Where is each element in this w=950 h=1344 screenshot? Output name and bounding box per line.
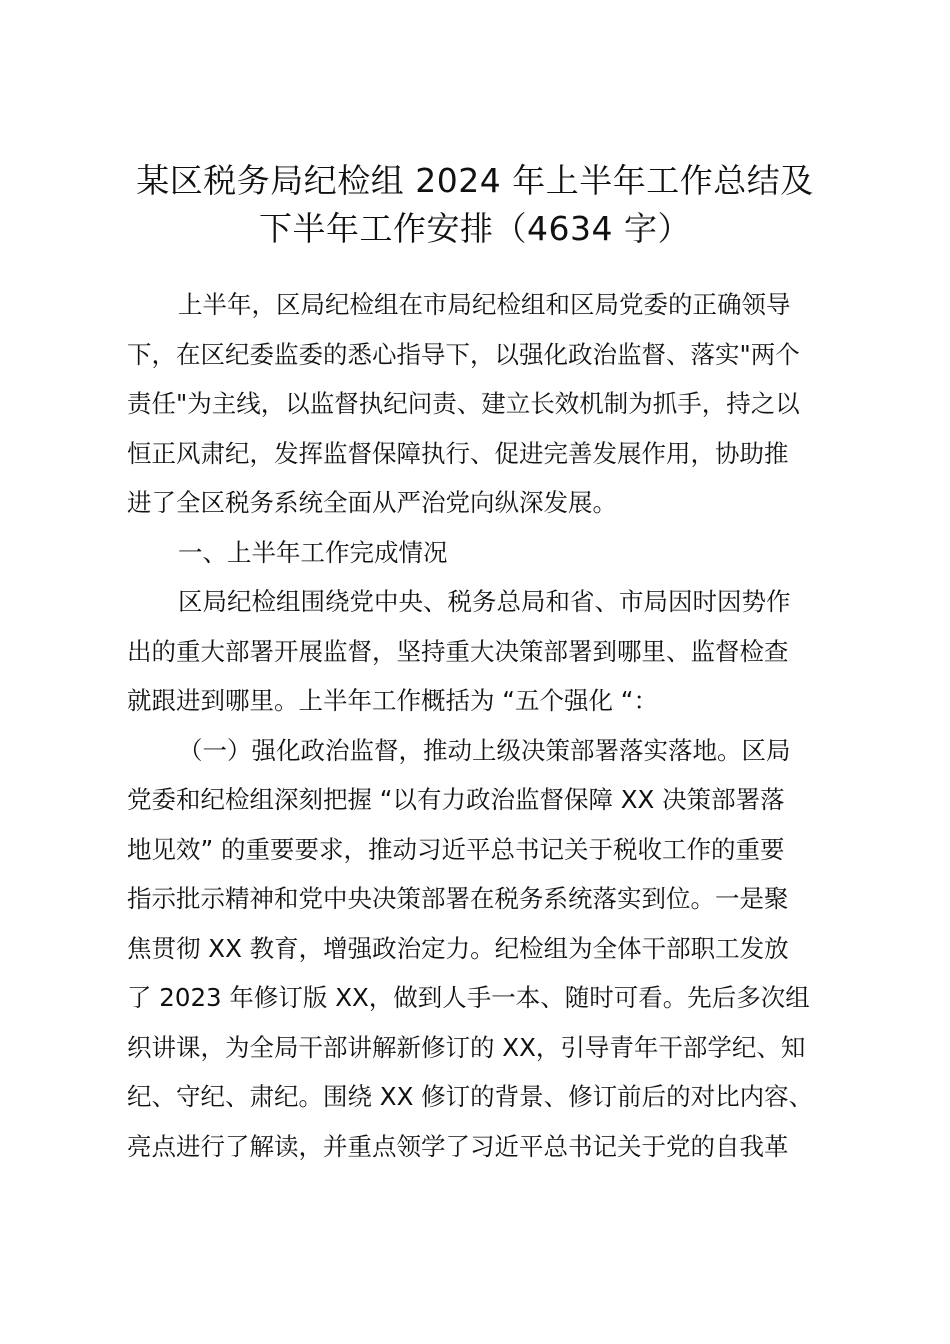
paragraph-line: 出的重大部署开展监督，坚持重大决策部署到哪里、监督检查 [127,636,789,666]
paragraph-line: 下，在区纪委监委的悉心指导下，以强化政治监督、落实"两个 [127,339,800,369]
section-heading [127,528,835,578]
paragraph-intro [127,280,835,528]
paragraph-political-supervision [127,726,835,1172]
paragraph-line: 焦贯彻 XX 教育，增强政治定力。纪检组为全体干部职工发放 [127,933,789,963]
paragraph-line: 恒正风肃纪，发挥监督保障执行、促进完善发展作用，协助推 [127,438,789,468]
title-line-1: 某区税务局纪检组 2024 年上半年工作总结及 [136,161,814,200]
paragraph-overview [127,577,835,726]
section-heading-text: 一、上半年工作完成情况 [178,537,448,567]
paragraph-line: 指示批示精神和党中央决策部署在税务系统落实到位。一是聚 [127,884,789,913]
title-line-2: 下半年工作安排（4634 字） [259,209,691,248]
paragraph-line: 纪、守纪、肃纪。围绕 XX 修订的背景、修订前后的对比内容、 [127,1082,814,1111]
paragraph-line: 织讲课，为全局干部讲解新修订的 XX，引导青年干部学纪、知 [127,1032,806,1062]
paragraph-line: 就跟进到哪里。上半年工作概括为 “五个强化 “： [127,686,658,715]
document-body [127,280,835,1171]
paragraph-line: 进了全区税务系统全面从严治党向纵深发展。 [127,488,617,517]
paragraph-line: 责任"为主线，以监督执纪问责、建立长效机制为抓手，持之以 [127,389,800,418]
paragraph-line: （一）强化政治监督，推动上级决策部署落实落地。区局 [178,735,791,765]
document-title [100,157,850,253]
paragraph-line: 亮点进行了解读，并重点领学了习近平总书记关于党的自我革 [127,1131,789,1161]
paragraph-line: 党委和纪检组深刻把握 “以有力政治监督保障 XX 决策部署落 [127,785,785,814]
paragraph-line: 区局纪检组围绕党中央、税务总局和省、市局因时因势作 [178,587,791,616]
paragraph-line: 上半年，区局纪检组在市局纪检组和区局党委的正确领导 [178,290,791,319]
paragraph-line: 了 2023 年修订版 XX，做到人手一本、随时可看。先后多次组 [127,983,810,1012]
paragraph-line: 地见效” 的重要要求，推动习近平总书记关于税收工作的重要 [127,834,785,864]
